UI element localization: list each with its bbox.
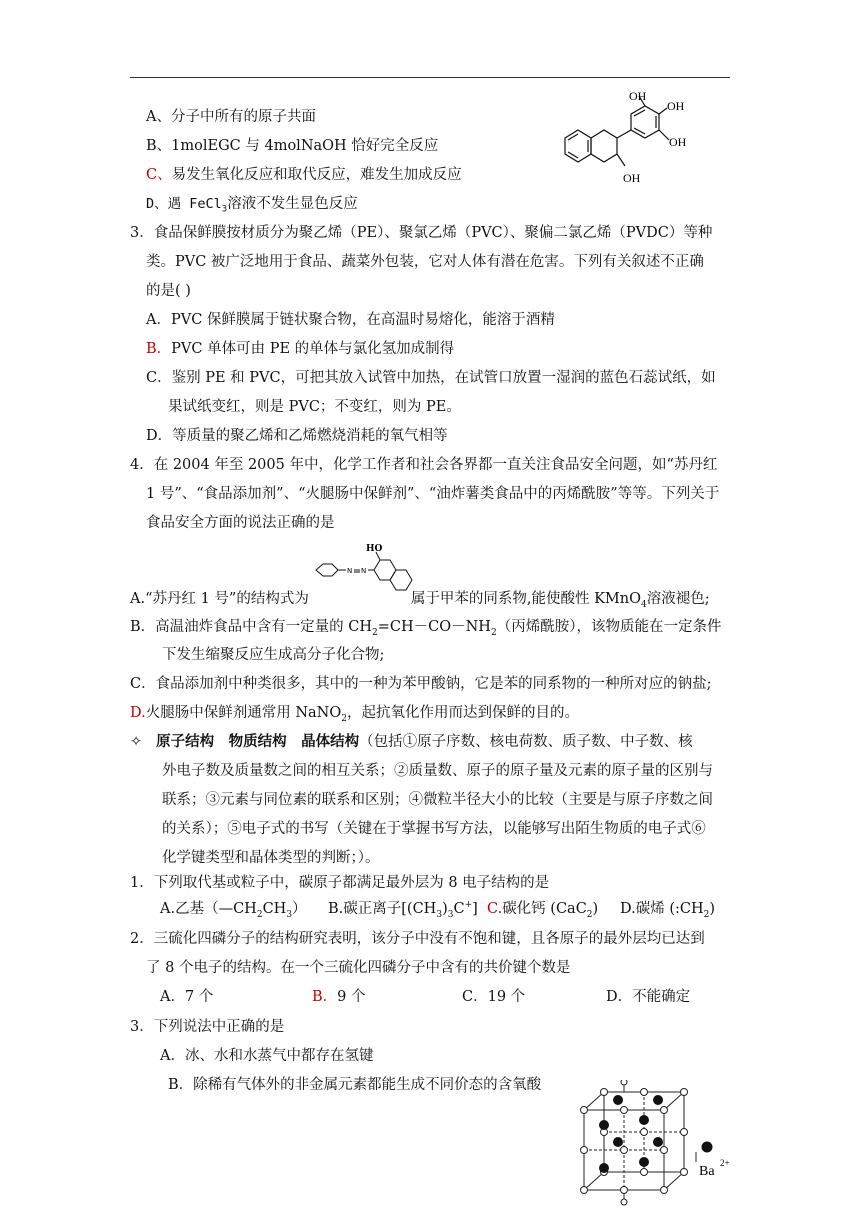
egc-option-c: C、易发生氧化反应和取代反应，难发生加成反应: [146, 167, 462, 183]
q3-stem-line1: 3．食品保鲜膜按材质分为聚乙烯（PE）、聚氯乙烯（PVC）、聚偏二氯乙烯（PVDC）等种: [130, 225, 713, 241]
egc-option-d: D、遇 FeCl$_3$溶液不发生显色反应: [146, 196, 358, 215]
legend-ba-label: Ba: [699, 1164, 715, 1179]
egc-molecule-diagram: [545, 88, 705, 188]
answer-letter: C.: [487, 901, 503, 917]
section-heading-line4: 的关系）；⑤电子式的书写（关键在于掌握书写方法，以能够写出陌生物质的电子式⑥: [162, 821, 706, 837]
crystal-lattice-diagram: [578, 1080, 738, 1216]
section-heading-line1: ✧ 原子结构 物质结构 晶体结构（包括①原子序数、核电荷数、质子数、中子数、核: [130, 733, 693, 750]
q4-option-c: C．食品添加剂中种类很多，其中的一种为苯甲酸钠，它是苯的同系物的一种所对应的钠盐;: [130, 676, 712, 692]
answer-letter: B．: [146, 341, 172, 357]
q3-stem-line3: 的是( ): [146, 283, 191, 299]
s2-option-a: A．7 个: [160, 989, 214, 1005]
mol-label-oh2: OH: [667, 99, 685, 113]
s1-option-c: C.碳化钙 (CaC$_2$): [487, 901, 599, 920]
q4-stem-line2: 1 号”、“食品添加剂”、“火腿肠中保鲜剂”、“油炸薯类食品中的丙烯酰胺”等等。下列关于: [146, 486, 720, 502]
q3-option-c-line2: 果试纸变红，则是 PVC；不变红，则为 PE。: [168, 399, 461, 415]
answer-letter: B．: [312, 989, 338, 1005]
q4-stem-line3: 食品安全方面的说法正确的是: [146, 515, 335, 531]
section-heading-line5: 化学键类型和晶体类型的判断；）。: [162, 850, 380, 866]
answer-letter: D.: [130, 705, 146, 721]
section-heading-line2: 外电子数及质量数之间的相互关系；②质量数、原子的原子量及元素的原子量的区别与: [162, 763, 713, 779]
q3-stem-line2: 类。PVC 被广泛地用于食品、蔬菜外包装，它对人体有潜在危害。下列有关叙述不正确: [146, 254, 704, 270]
q4-option-a: A.“苏丹红 1 号”的结构式为 属于甲苯的同系物,能使酸性 KMnO$_4$溶液褪色;: [130, 591, 710, 610]
q4-option-b-line1: B．高温油炸食品中含有一定量的 $CH_2=CH-CO-NH_2$（丙烯酰胺），该物质能在一定条件: [130, 619, 722, 638]
q3-option-d: D．等质量的聚乙烯和乙烯燃烧消耗的氧气相等: [146, 428, 448, 444]
bullet-icon: ✧: [130, 734, 143, 750]
s3-option-b: B．除稀有气体外的非金属元素都能生成不同价态的含氧酸: [168, 1077, 542, 1093]
mol-label-oh3: OH: [669, 135, 687, 149]
svg-text:N: N: [361, 567, 367, 575]
header-rule: [130, 77, 730, 78]
svg-text:N: N: [347, 567, 353, 575]
s1-option-a: A.乙基$(—CH_2CH_3)$: [160, 901, 307, 920]
s2-stem-line1: 2．三硫化四磷分子的结构研究表明，该分子中没有不饱和键，且各原子的最外层均已达到: [130, 931, 705, 947]
s2-stem-line2: 了 8 个电子的结构。在一个三硫化四磷分子中含有的共价键个数是: [146, 960, 571, 976]
mol-label-oh4: OH: [623, 171, 641, 185]
s2-option-b: B．9 个: [312, 989, 366, 1005]
egc-option-a: A、分子中所有的原子共面: [146, 109, 316, 125]
section-title: 原子结构 物质结构 晶体结构: [156, 733, 360, 750]
s1-option-b: B.碳正离子$[(CH_3)_3C^+]$: [328, 900, 478, 920]
sudan-ho-label: HO: [366, 544, 383, 554]
s2-option-d: D．不能确定: [606, 989, 691, 1005]
q4-option-b-line2: 下发生缩聚反应生成高分子化合物;: [162, 647, 385, 663]
legend-ba-charge: 2+: [720, 1158, 730, 1168]
answer-letter: C、: [146, 167, 172, 183]
s1-option-d: D.碳烯 $(:CH_2)$: [620, 901, 716, 920]
q3-option-c-line1: C．鉴别 PE 和 PVC，可把其放入试管中加热，在试管口放置一湿润的蓝色石蕊试纸，如: [146, 370, 716, 386]
section-heading-line3: 联系；③元素与同位素的联系和区别；④微粒半径大小的比较（主要是与原子序数之间: [162, 792, 713, 808]
q3-option-a: A．PVC 保鲜膜属于链状聚合物，在高温时易熔化，能溶于酒精: [146, 312, 555, 328]
q3-option-b: B．PVC 单体可由 PE 的单体与氯化氢加成制得: [146, 341, 455, 357]
s3-option-a: A．冰、水和水蒸气中都存在氢键: [160, 1048, 374, 1064]
mol-label-oh1: OH: [629, 89, 647, 103]
s3-stem: 3．下列说法中正确的是: [130, 1019, 285, 1035]
egc-option-b: B、1molEGC 与 4molNaOH 恰好完全反应: [146, 138, 439, 154]
q4-option-d: D.火腿肠中保鲜剂通常用 NaNO$_2$，起抗氧化作用而达到保鲜的目的。: [130, 705, 579, 724]
q4-stem-line1: 4．在 2004 年至 2005 年中，化学工作者和社会各界都一直关注食品安全问题，如“苏丹红: [130, 457, 718, 473]
s1-stem: 1．下列取代基或粒子中，碳原子都满足最外层为 8 电子结构的是: [130, 875, 550, 891]
s2-option-c: C．19 个: [462, 989, 526, 1005]
